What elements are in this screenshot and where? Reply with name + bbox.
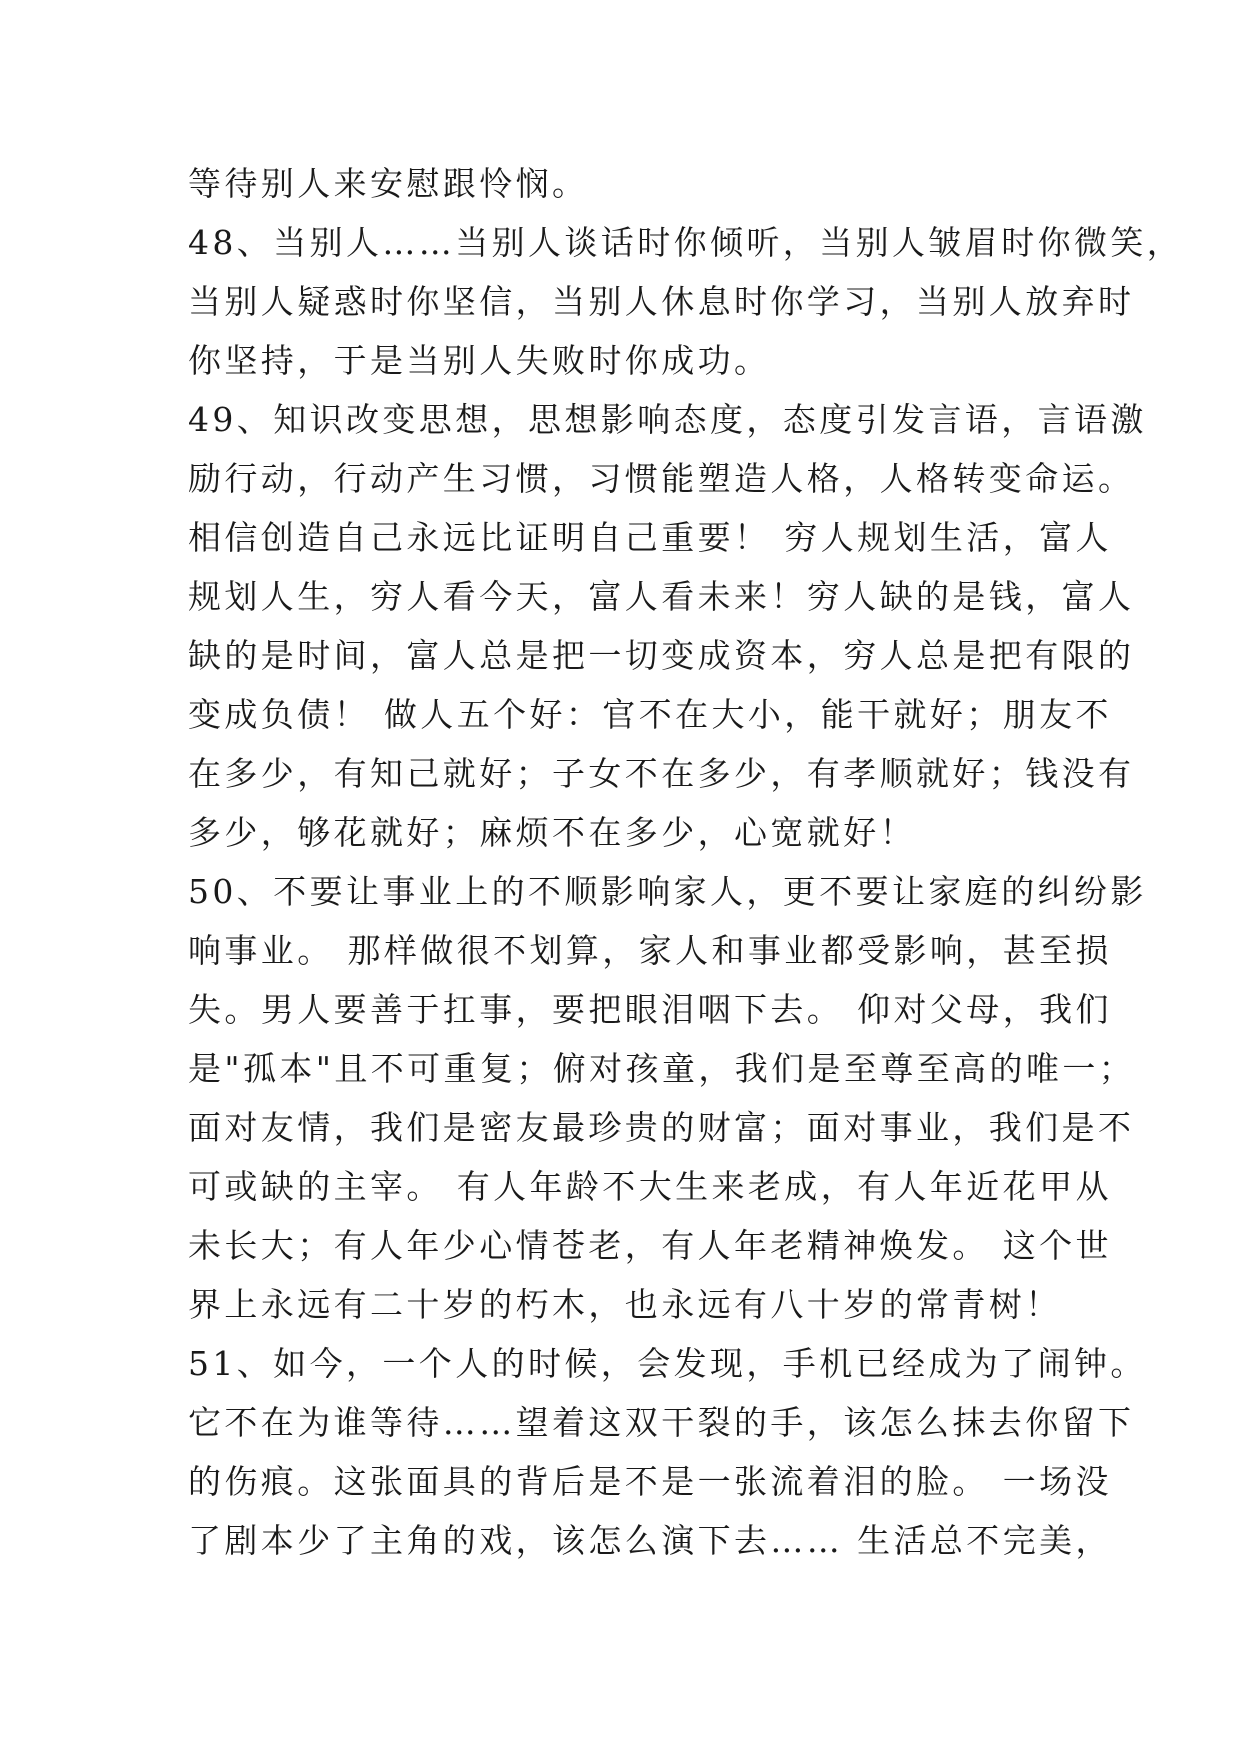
- text-line: 变成负债！ 做人五个好：官不在大小，能干就好；朋友不: [188, 695, 1112, 734]
- text-line: 界上永远有二十岁的朽木，也永远有八十岁的常青树！: [188, 1285, 1062, 1324]
- text-line: 了剧本少了主角的戏，该怎么演下去…… 生活总不完美，: [188, 1521, 1112, 1560]
- text-line: 的伤痕。这张面具的背后是不是一张流着泪的脸。 一场没: [188, 1462, 1112, 1501]
- text-line: 51、如今，一个人的时候，会发现，手机已经成为了闹钟。: [188, 1344, 1147, 1383]
- text-line: 等待别人来安慰跟怜悯。: [188, 164, 589, 203]
- text-line: 48、当别人……当别人谈话时你倾听，当别人皱眉时你微笑，: [188, 223, 1184, 262]
- text-line: 是"孤本"且不可重复；俯对孩童，我们是至尊至高的唯一；: [188, 1049, 1136, 1088]
- text-line: 多少，够花就好；麻烦不在多少，心宽就好！: [188, 813, 916, 852]
- text-line: 失。男人要善于扛事，要把眼泪咽下去。 仰对父母，我们: [188, 990, 1112, 1029]
- text-line: 响事业。 那样做很不划算，家人和事业都受影响，甚至损: [188, 931, 1112, 970]
- text-line: 面对友情，我们是密友最珍贵的财富；面对事业，我们是不: [188, 1108, 1135, 1147]
- text-line: 励行动，行动产生习惯，习惯能塑造人格，人格转变命运。: [188, 459, 1135, 498]
- text-line: 未长大；有人年少心情苍老，有人年老精神焕发。 这个世: [188, 1226, 1112, 1265]
- text-line: 你坚持，于是当别人失败时你成功。: [188, 341, 771, 380]
- text-line: 49、知识改变思想，思想影响态度，态度引发言语，言语激: [188, 400, 1147, 439]
- text-line: 当别人疑惑时你坚信，当别人休息时你学习，当别人放弃时: [188, 282, 1135, 321]
- document-body: [188, 154, 1184, 1570]
- text-line: 可或缺的主宰。 有人年龄不大生来老成，有人年近花甲从: [188, 1167, 1112, 1206]
- text-line: 规划人生，穷人看今天，富人看未来！穷人缺的是钱，富人: [188, 577, 1135, 616]
- text-line: 相信创造自己永远比证明自己重要！ 穷人规划生活，富人: [188, 518, 1112, 557]
- text-line: 缺的是时间，富人总是把一切变成资本，穷人总是把有限的: [188, 636, 1135, 675]
- text-line: 它不在为谁等待……望着这双干裂的手，该怎么抹去你留下: [188, 1403, 1135, 1442]
- text-line: 在多少，有知己就好；子女不在多少，有孝顺就好；钱没有: [188, 754, 1135, 793]
- text-line: 50、不要让事业上的不顺影响家人，更不要让家庭的纠纷影: [188, 872, 1147, 911]
